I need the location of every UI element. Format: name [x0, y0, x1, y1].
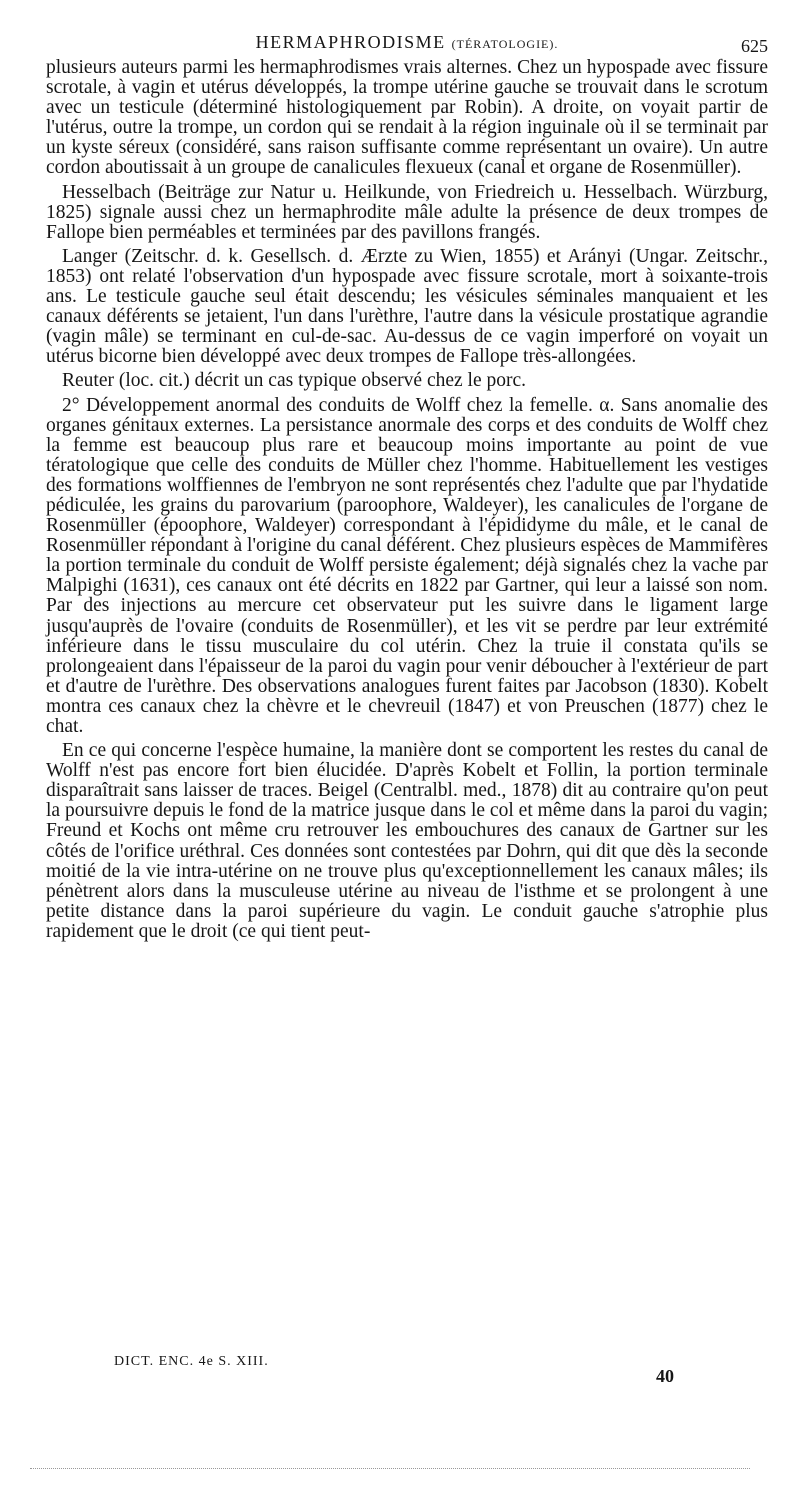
paragraph: 2° Développement anormal des conduits de Wolff chez la femelle. α. Sans anomalie des organes génitaux externes. La persistance anormale des corps et des conduits de Wolff chez la femme est beaucoup plus rare et beaucoup moins importante au point de vue tératologique que celle des conduits de Müller chez l'homme. Habituellement les vestiges des formations wolffiennes de l'embryon ne sont représentés chez l'adulte que par l'hydatide pédiculée, les grains du parovarium (paroophore, Waldeyer), les canalicules de l'organe de Rosenmüller (époophore, Waldeyer) correspondant à l'épididyme du mâle, et le canal de Rosenmüller répondant à l'origine du canal déférent. Chez plusieurs espèces de Mammifères la portion terminale du conduit de Wolff persiste également; déjà signalés chez la vache par Malpighi (1631), ces canaux ont été décrits en 1822 par Gartner, qui leur a laissé son nom. Par des injections au mercure cet observateur put les suivre dans le ligament large jusqu'auprès de l'ovaire (conduits de Rosenmüller), et les vit se perdre par leur extrémité inférieure dans le tissu musculaire du col utérin. Chez la truie il constata qu'ils se prolongeaient dans l'épaisseur de la paroi du vagin pour venir déboucher à l'extérieur de part et d'autre de l'urèthre. Des observations analogues furent faites par Jacobson (1830). Kobelt montra ces canaux chez la chèvre et le chevreuil (1847) et von Preuschen (1877) chez le chat. [46, 394, 768, 737]
running-title [46, 32, 768, 53]
signature-mark: DICT. ENC. 4e S. XIII. [114, 1354, 269, 1369]
bottom-dotted-rule [30, 1468, 750, 1469]
header-subtitle: (TÉRATOLOGIE). [451, 37, 559, 51]
body-text [46, 58, 768, 942]
paragraph: plusieurs auteurs parmi les hermaphrodismes vrais alternes. Chez un hypospade avec fissure scrotale, à vagin et utérus développés, la trompe utérine gauche se trouvait dans le scrotum avec un testicule (déterminé histologiquement par Robin). A droite, on voyait partir de l'utérus, outre la trompe, un cordon qui se rendait à la région inguinale où il se terminait par un kyste séreux (considéré, sans raison suffisante comme représentant un ovaire). Un autre cordon aboutissait à un groupe de canalicules flexueux (canal et organe de Rosenmüller). [46, 57, 768, 179]
page-number: 625 [741, 36, 768, 56]
paragraph: Reuter (loc. cit.) décrit un cas typique observé chez le porc. [62, 370, 527, 392]
paragraph: Langer (Zeitschr. d. k. Gesellsch. d. Ærzte zu Wien, 1855) et Arányi (Ungar. Zeitschr., 1853) ont relaté l'observation d'un hypospade avec fissure scrotale, mort à soixante-trois ans. Le testicule gauche seul était descendu; les vésicules séminales manquaient et les canaux déférents se jetaient, l'un dans l'urèthre, l'autre dans la vésicule prostatique agrandie (vagin mâle) se terminant en cul-de-sac. Au-dessus de ce vagin imperforé on voyait un utérus bicorne bien développé avec deux trompes de Fallope très-allongées. [46, 245, 768, 368]
paragraph: Hesselbach (Beiträge zur Natur u. Heilkunde, von Friedreich u. Hesselbach. Würzburg, 1825) signale aussi chez un hermaphrodite mâle adulte la présence de deux trompes de Fallope bien perméables et terminées par des pavillons frangés. [46, 181, 768, 243]
page-footer [46, 1354, 768, 1384]
header-title: HERMAPHRODISME [255, 32, 446, 52]
paragraph: En ce qui concerne l'espèce humaine, la manière dont se comportent les restes du canal de Wolff n'est pas encore fort bien élucidée. D'après Kobelt et Follin, la portion terminale disparaîtrait sans laisser de traces. Beigel (Centralbl. med., 1878) dit au contraire qu'on peut la poursuivre depuis le fond de la matrice jusque dans le col et même dans la paroi du vagin; Freund et Kochs ont même cru retrouver les embouchures des canaux de Gartner sur les côtés de l'orifice uréthral. Ces données sont contestées par Dohrn, qui dit que dès la seconde moitié de la vie intra-utérine on ne trouve plus qu'exceptionnellement les canaux mâles; ils pénètrent alors dans la musculeuse utérine au niveau de l'isthme et se prolongent à une petite distance dans la paroi supérieure du vagin. Le conduit gauche s'atrophie plus rapidement que le droit (ce qui tient peut- [46, 740, 768, 942]
sheet-number: 40 [656, 1366, 674, 1386]
